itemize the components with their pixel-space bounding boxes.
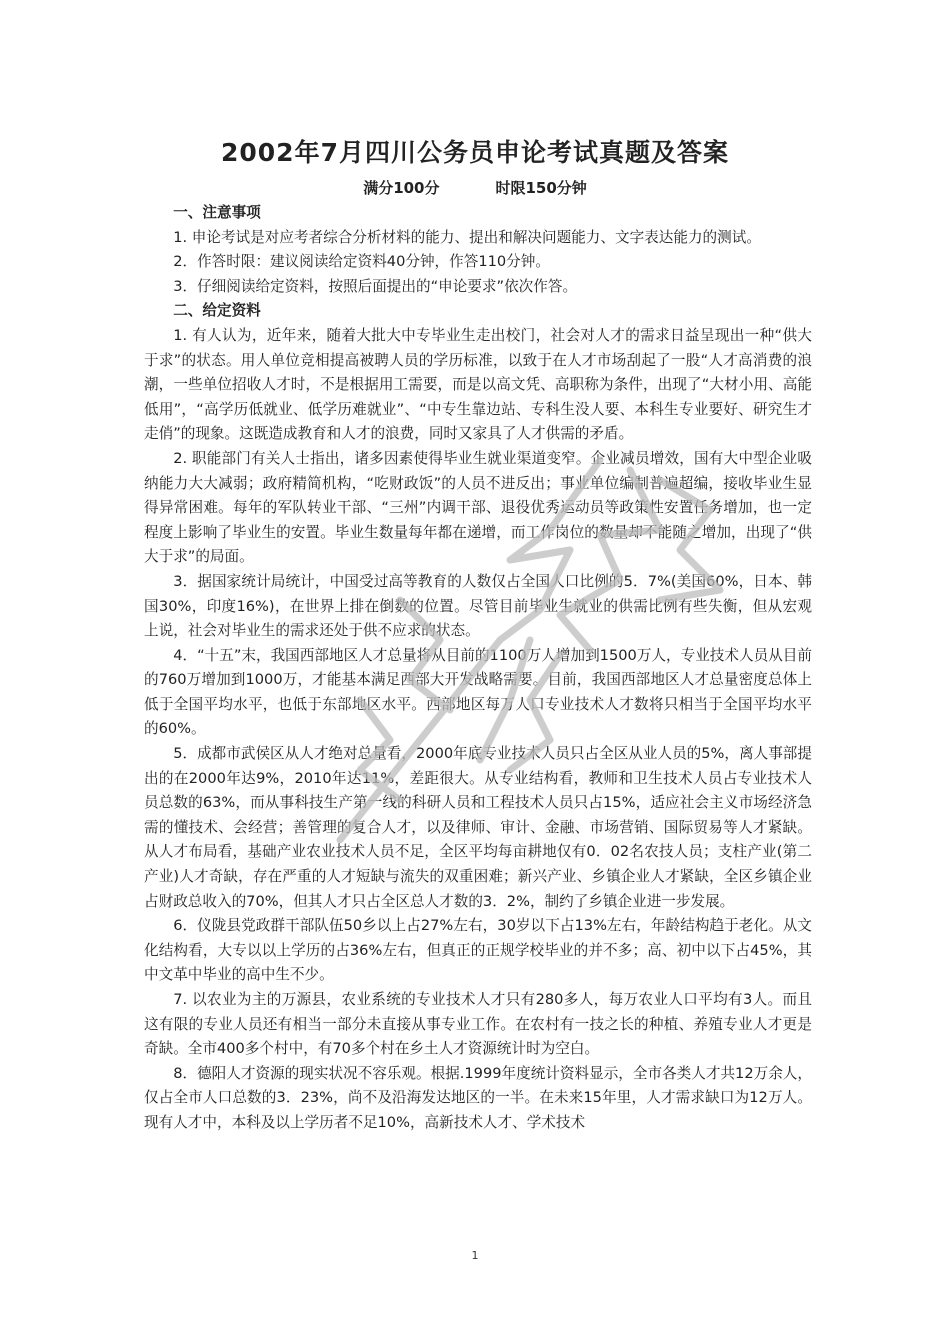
- note-paragraph: 2．作答时限：建议阅读给定资料40分钟，作答110分钟。: [173, 253, 550, 271]
- material-paragraph: 1. 有人认为，近年来，随着大批大中专毕业生走出校门，社会对人才的需求日益呈现出一种“供大于求”的状态。用人单位竞相提高被聘人员的学历标准，以致于在人才市场刮起了一股“人才高消费的浪潮，一些单位招收人才时，不是根据用工需要，而是以高文凭、高职称为条件，出现了“大材小用、高能低用”，“高学历低就业、低学历难就业”、“中专生靠边站、专科生没人要、本科生专业要好、研究生才走俏”的现象。这既造成教育和人才的浪费，同时又家具了人才供需的矛盾。: [144, 326, 812, 443]
- section-heading-materials: 二、给定资料: [173, 302, 261, 320]
- exam-info: [0, 177, 950, 198]
- material-paragraph: 3．据国家统计局统计，中国受过高等教育的人数仅占全国人口比例的5．7%(美国60%，日本、韩国30%，印度16%)，在世界上排在倒数的位置。尽管目前毕业生就业的供需比例有些失衡，但从宏观上说，社会对毕业生的需求还处于供不应求的状态。: [144, 572, 812, 640]
- material-paragraph: 5．成都市武侯区从人才绝对总量看，2000年底专业技术人员只占全区从业人员的5%，离人事部提出的在2000年达9%，2010年达11%，差距很大。从专业结构看，教师和卫生技术人员占专业技术人员总数的63%，而从事科技生产第一线的科研人员和工程技术人员只占15%，适应社会主义市场经济急需的懂技术、会经营；善管理的复合人才，以及律师、审计、金融、市场营销、国际贸易等人才紧缺。从人才布局看，基础产业农业技术人员不足，全区平均每亩耕地仅有0．02名农技人员；支柱产业(第二产业)人才奇缺，存在严重的人才短缺与流失的双重困难；新兴产业、乡镇企业人才紧缺，全区乡镇企业占财政总收入的70%，但其人才只占全区总人才数的3．2%，制约了乡镇企业进一步发展。: [144, 745, 812, 910]
- document-body: [144, 201, 812, 1136]
- page-number: 1: [471, 1249, 479, 1262]
- material-paragraph: 2. 职能部门有关人士指出，诸多因素使得毕业生就业渠道变窄。企业减员增效，国有大中型企业吸纳能力大大减弱；政府精简机构，“吃财政饭”的人员不进反出；事业单位编制普遍超编，接收毕业生显得异常困难。每年的军队转业干部、“三州”内调干部、退役优秀运动员等政策性安置任务增加，也一定程度上影响了毕业生的安置。毕业生数量每年都在递增，而工作岗位的数量却不能随之增加，出现了“供大于求”的局面。: [144, 449, 812, 566]
- note-paragraph: 3．仔细阅读给定资料，按照后面提出的“申论要求”依次作答。: [173, 277, 578, 295]
- time-limit-label: 时限150分钟: [495, 179, 587, 197]
- section-heading-notes: 一、注意事项: [173, 204, 261, 221]
- material-paragraph: 6．仪陇县党政群干部队伍50乡以上占27%左右，30岁以下占13%左右，年龄结构趋于老化。从文化结构看，大专以以上学历的占36%左右，但真正的正规学校毕业的并不多；高、初中以下占45%，其中文革中毕业的高中生不少。: [144, 917, 812, 984]
- note-paragraph: 1. 申论考试是对应考者综合分析材料的能力、提出和解决问题能力、文字表达能力的测试。: [173, 228, 761, 246]
- material-paragraph: 7. 以农业为主的万源县，农业系统的专业技术人才只有280多人，每万农业人口平均有3人。而且这有限的专业人员还有相当一部分未直接从事专业工作。在农村有一技之长的种植、养殖专业人才更是奇缺。全市400多个村中，有70多个村在乡土人才资源统计时为空白。: [144, 991, 812, 1058]
- material-paragraph: 8．德阳人才资源的现实状况不容乐观。根据.1999年度统计资料显示，全市各类人才共12万余人，仅占全市人口总数的3．23%，尚不及沿海发达地区的一半。在未来15年里，人才需求缺口为12万人。现有人才中，本科及以上学历者不足10%，高新技术人才、学术技术: [144, 1064, 812, 1131]
- material-paragraph: 4．“十五”末，我国西部地区人才总量将从目前的1100万人增加到1500万人，专业技术人员从目前的760万增加到1000万，才能基本满足西部大开发战略需要。目前，我国西部地区人才总量密度总体上低于全国平均水平，也低于东部地区水平。西部地区每万人口专业技术人才数将只相当于全国平均水平的60%。: [144, 646, 812, 738]
- score-label: 满分100分: [363, 179, 440, 197]
- document-title: 2002年7月四川公务员申论考试真题及答案: [221, 138, 729, 167]
